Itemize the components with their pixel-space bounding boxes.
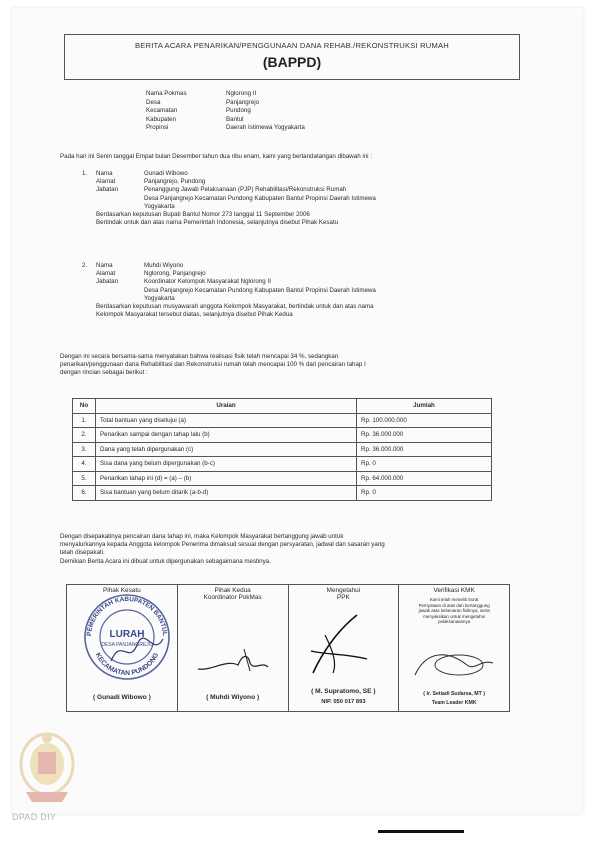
signature-table (66, 584, 510, 712)
svg-text:KECAMATAN PUNDONG: KECAMATAN PUNDONG (93, 651, 161, 678)
table-header-jumlah: Jumlah (357, 399, 492, 414)
table-row: 3. Dana yang telah dipergunakan (c) Rp. 36.000.000 (73, 442, 492, 457)
table-row: 6. Sisa bantuan yang belum ditarik (a-b-d) Rp. 0 (73, 486, 492, 501)
table-header-uraian: Uraian (96, 399, 357, 414)
signature-mark-icon (303, 611, 383, 681)
rincian-table (72, 398, 492, 501)
watermark-label: DPAD DIY (12, 812, 57, 822)
svg-text:DESA PANJANGREJO: DESA PANJANGREJO (101, 642, 153, 648)
bottom-bar (378, 830, 464, 833)
svg-text:LURAH: LURAH (109, 629, 145, 640)
signature-cell-pihak-kesatu: Pihak Kesatu PEMERINTAH KABUPATEN BANTUL KECAMATAN PUNDONG LURAH DESA PANJANGREJO ( Gunadi Wibowo ) (67, 585, 178, 712)
kmk-verification-text: Kami telah meneliti Surat Pernyataan di atas dan bertanggung jawab atas kebenaran fisiknya, serta menyaksikan untuk mengetahui pelaksanaannya (418, 597, 490, 625)
table-row: 4. Sisa dana yang belum dipergunakan (b-c) Rp. 0 (73, 457, 492, 472)
document-title-box (64, 34, 520, 80)
signature-mark-icon (107, 631, 167, 671)
table-row: 1. Total bantuan yang disetujui (a) Rp. 100.000.000 (73, 413, 492, 428)
dpad-emblem-icon (16, 728, 78, 808)
table-header-no: No (73, 399, 96, 414)
table-row: 5. Penarikan tahap ini (d) = (a) – (b) Rp. 64.000.000 (73, 471, 492, 486)
party-one: 1. Nama Gunadi Wibowo Alamat Panjangrejo, Pundong Jabatan Penanggung Jawab Pelaksanaan (PJP) Rehabilitasi/Rekonstruksi Rumah Desa Panjangrejo Kecamatan Pundong Kabupaten Bantul Propinsi Daerah Istimewa Yogyakarta Berdasarkan keputusan Bupati Bantul Nomor 273 tanggal 11 September 2006 Bertindak untuk dan atas nama Pemerintah Indonesia, selanjutnya disebut Pihak Kesatu (82, 170, 376, 227)
signature-mark-icon (192, 641, 272, 681)
document-title: BERITA ACARA PENARIKAN/PENGGUNAAN DANA REHAB./REKONSTRUKSI RUMAH (135, 41, 449, 50)
party-two: 2. Nama Muhdi Wiyono Alamat Nglorong, Panjangrejo Jabatan Koordinator Kelompok Masyarakat Nglorong II Desa Panjangrejo Kecamatan Pundong Kabupaten Bantul Propinsi Daerah Istimewa Yogyakarta Berdasarkan keputusan musyawarah anggota Kelompok Masyarakat, bertindak untuk dan atas nama Kelompok Masyarakat tersebut diatas, selanjutnya disebut Pihak Kedua (82, 262, 376, 319)
svg-text:PEMERINTAH KABUPATEN BANTUL: PEMERINTAH KABUPATEN BANTUL (85, 595, 169, 637)
signature-mark-icon (409, 645, 499, 685)
pokmas-info: Nama Pokmas Nglorong II Desa Panjangrejo Kecamatan Pundong Kabupaten Bantul Propinsi Daerah Istimewa Yogyakarta (146, 90, 305, 132)
closing-paragraph: Dengan disepakatinya pencairan dana tahap ini, maka Kelompok Masyarakat bertanggung jawab untuk menyalurkannya kepada Anggota kelompok Penerima dimaksud sesuai dengan persyaratan, jadwal dan sasaran yang telah disepakati. Demikian Berita Acara ini dibuat untuk dipergunakan sebagaimana mestinya. (60, 533, 385, 565)
table-row: 2. Penarikan sampai dengan tahap lalu (b) Rp. 36.000.000 (73, 428, 492, 443)
intro-text: Pada hari ini Senin tanggal Empat bulan Desember tahun dua ribu enam, kami yang bertandatangan dibawah ini : (60, 153, 372, 160)
signature-cell-ppk: Mengetahui PPK ( M. Supratomo, SE ) NIP. 050 017 893 (288, 585, 399, 712)
signature-cell-kmk: Verifikasi KMK Kami telah meneliti Surat Pernyataan di atas dan bertanggung jawab atas kebenaran fisiknya, serta menyaksikan untuk mengetahui pelaksanaannya ( Ir. Setiadi Sudarsa, MT ) Team Leader KMK (399, 585, 510, 712)
signature-cell-pihak-kedua: Pihak Kedua Koordinator PokMas ( Muhdi Wiyono ) (177, 585, 288, 712)
statement-paragraph: Dengan ini secara bersama-sama menyatakan bahwa realisasi fisik telah mencapai 34 %, sedangkan penarikan/penggunaan dana Rehabilitasi dan Rekonstruksi rumah telah mencapai 100 % dari pencairan tahap I dengan rincian sebagai berikut : (60, 353, 366, 377)
document-subtitle: (BAPPD) (262, 54, 322, 70)
